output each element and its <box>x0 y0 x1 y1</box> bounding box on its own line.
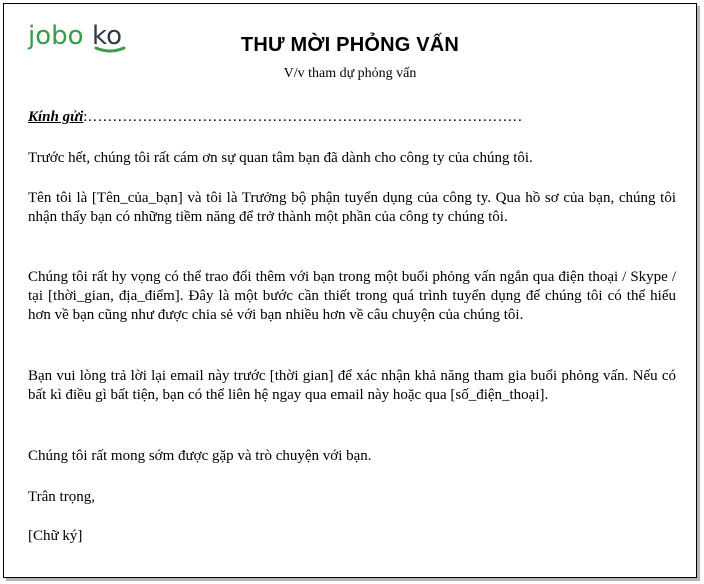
paragraph-thanks: Trước hết, chúng tôi rất cám ơn sự quan tâm bạn đã dành cho công ty của chúng tôi. <box>28 150 533 166</box>
salutation <box>28 108 676 127</box>
svg-text:ko: ko <box>92 21 123 51</box>
paragraph-looking-forward: Chúng tôi rất mong sớm được gặp và trò chuyện với bạn. <box>28 448 372 464</box>
svg-text:jobo: jobo <box>28 21 84 51</box>
salutation-placeholder: :…………………………………………………………………………… <box>83 109 523 125</box>
closing: Trân trọng, <box>28 489 95 505</box>
paragraph-introduction: Tên tôi là [Tên_của_bạn] và tôi là Trưởng bộ phận tuyển dụng của công ty. Qua hồ sơ của bạn, chúng tôi nhận thấy bạn có những tiềm năng để trở thành một phần của công ty chúng tôi. <box>28 190 676 225</box>
salutation-label: Kính gửi <box>28 109 84 125</box>
paragraph-interview-invitation: Chúng tôi rất hy vọng có thể trao đổi thêm với bạn trong một buổi phỏng vấn ngắn qua điện thoại / Skype / tại [thời_gian, địa_điểm]. Đây là một bước cần thiết trong quá trình tuyển dụng để chúng tôi có thể hiểu hơn về bạn cũng như được chia sẻ với bạn nhiều hơn về câu chuyện của chúng tôi. <box>28 269 676 323</box>
letter-page <box>3 3 697 578</box>
signature-placeholder: [Chữ ký] <box>28 528 83 544</box>
letter-subtitle: V/v tham dự phỏng vấn <box>283 66 417 81</box>
paragraph-reply-request: Bạn vui lòng trả lời lại email này trước [thời gian] để xác nhận khả năng tham gia buổi phỏng vấn. Nếu có bất kì điều gì bất tiện, bạn có thể liên hệ ngay qua email này hoặc qua [số_điện_thoại]. <box>28 368 676 403</box>
letter-title: THƯ MỜI PHỎNG VẤN <box>240 34 460 56</box>
